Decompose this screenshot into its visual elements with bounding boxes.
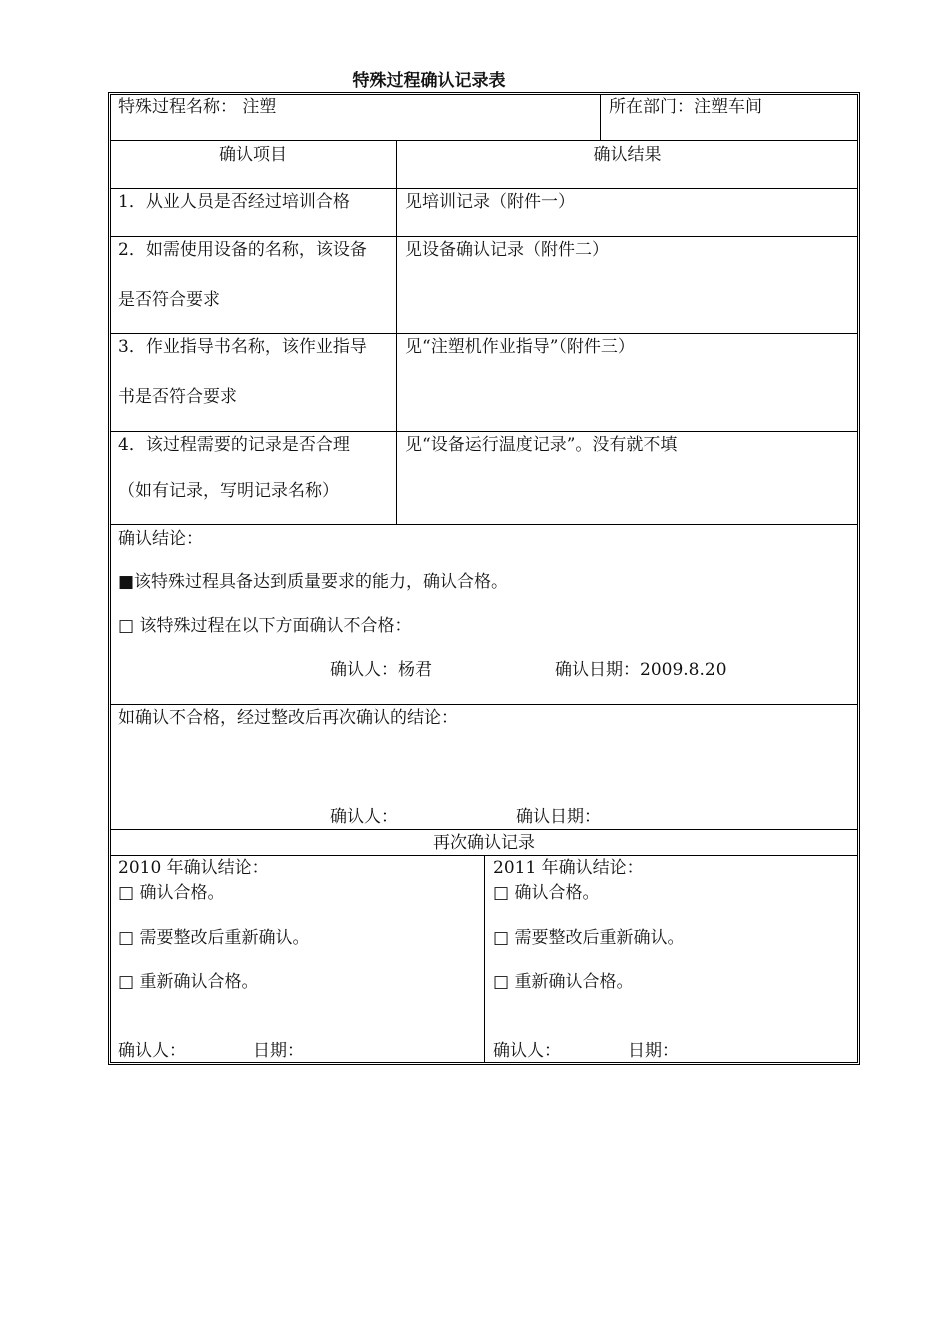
year-2011-option-repass: □ 重新确认合格。	[493, 972, 634, 992]
year-2011-option-pass: □ 确认合格。	[493, 883, 600, 903]
year-2011-option-rectify: □ 需要整改后重新确认。	[493, 928, 685, 948]
year-2010-option-repass: □ 重新确认合格。	[118, 972, 259, 992]
result-1: 见培训记录（附件一）	[405, 192, 575, 212]
row-divider	[110, 140, 858, 141]
department: 所在部门：注塑车间	[609, 97, 762, 117]
year-2010-date: 日期：	[253, 1041, 304, 1061]
item-4-line2: （如有记录，写明记录名称）	[118, 481, 339, 501]
reconfirm-section-title: 再次确认记录	[433, 833, 535, 853]
conclusion-confirmer: 确认人：杨君	[330, 660, 432, 680]
column-divider	[396, 140, 397, 524]
result-3: 见“注塑机作业指导”（附件三）	[405, 337, 635, 357]
row-divider	[110, 188, 858, 189]
recheck-confirmer: 确认人：	[330, 807, 398, 827]
year-2010-confirmer: 确认人：	[118, 1041, 186, 1061]
item-4-line1: 4．该过程需要的记录是否合理	[118, 435, 350, 455]
result-4: 见“设备运行温度记录”。没有就不填	[405, 435, 678, 455]
recheck-label: 如确认不合格，经过整改后再次确认的结论：	[118, 708, 458, 728]
column-header-item: 确认项目	[219, 145, 287, 165]
row-divider	[110, 431, 858, 432]
row-divider	[110, 236, 858, 237]
item-1: 1．从业人员是否经过培训合格	[118, 192, 350, 212]
year-2011-confirmer: 确认人：	[493, 1041, 561, 1061]
row-divider	[110, 829, 858, 830]
column-divider	[600, 94, 601, 140]
year-2010-option-pass: □ 确认合格。	[118, 883, 225, 903]
item-3-line1: 3．作业指导书名称，该作业指导	[118, 337, 367, 357]
conclusion-option-pass: ■该特殊过程具备达到质量要求的能力，确认合格。	[118, 572, 509, 592]
row-divider	[110, 333, 858, 334]
item-2-line2: 是否符合要求	[118, 290, 220, 310]
row-divider	[110, 524, 858, 525]
item-3-line2: 书是否符合要求	[118, 387, 237, 407]
process-name: 特殊过程名称： 注塑	[118, 97, 277, 117]
year-2011-heading: 2011 年确认结论：	[493, 858, 644, 878]
row-divider	[110, 704, 858, 705]
column-header-result: 确认结果	[593, 145, 662, 165]
item-2-line1: 2．如需使用设备的名称，该设备	[118, 240, 367, 260]
conclusion-date: 确认日期：2009.8.20	[555, 660, 727, 680]
result-2: 见设备确认记录（附件二）	[405, 240, 609, 260]
year-2010-heading: 2010 年确认结论：	[118, 858, 269, 878]
conclusion-label: 确认结论：	[118, 529, 203, 549]
year-2011-date: 日期：	[628, 1041, 679, 1061]
conclusion-option-fail: □ 该特殊过程在以下方面确认不合格：	[118, 616, 412, 636]
page-title: 特殊过程确认记录表	[352, 71, 506, 91]
year-2010-option-rectify: □ 需要整改后重新确认。	[118, 928, 310, 948]
recheck-date: 确认日期：	[516, 807, 601, 827]
column-divider	[484, 855, 485, 1063]
